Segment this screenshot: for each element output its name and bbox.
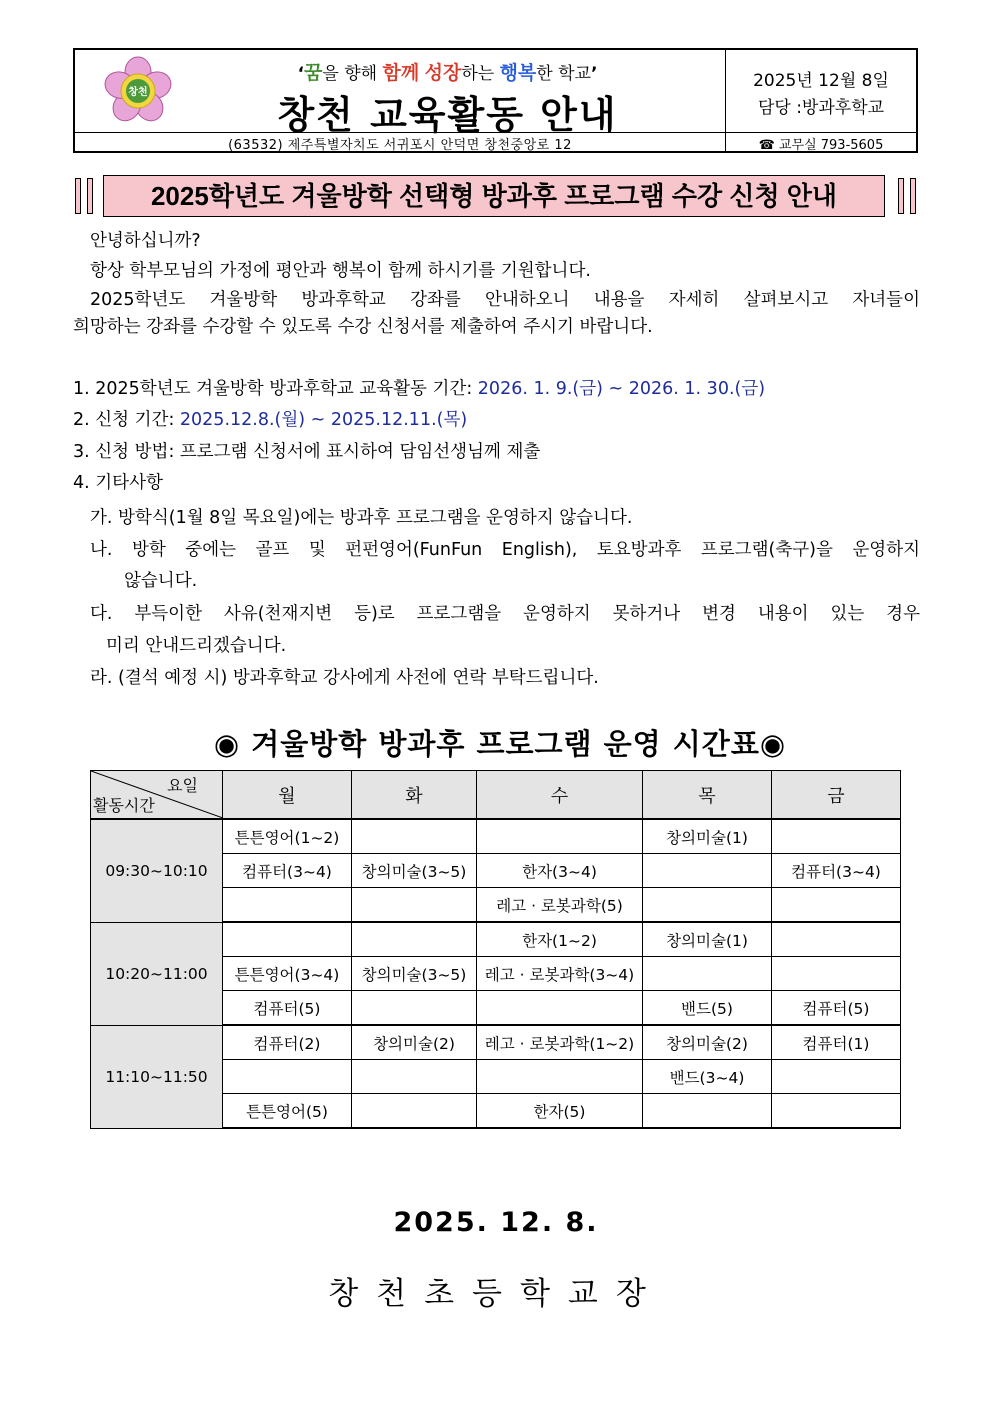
corner-time-label: 활동시간	[93, 796, 155, 815]
school-address: (63532) 제주특별자치도 서귀포시 안덕면 창천중앙로 12	[228, 138, 572, 153]
time-slot-cell: 11:10~11:50	[91, 1025, 223, 1128]
item-apply-period: 2. 신청 기간: 2025.12.8.(월) ~ 2025.12.11.(목)	[73, 410, 468, 430]
time-slot-cell: 10:20~11:00	[91, 922, 223, 1025]
program-cell	[643, 957, 772, 991]
program-cell	[352, 991, 477, 1026]
letterhead	[73, 48, 918, 153]
timetable-title: ◉ 겨울방학 방과후 프로그램 운영 시간표◉	[213, 727, 787, 761]
program-cell: 밴드(3~4)	[643, 1060, 772, 1094]
banner-bar-left	[75, 178, 81, 214]
table-row	[91, 922, 901, 957]
intro-line: 2025학년도 겨울방학 방과후학교 강좌를 안내하오니 내용을 자세히 살펴보시고 자녀들이	[90, 290, 920, 310]
program-cell	[352, 819, 477, 854]
program-cell: 창의미술(1)	[643, 922, 772, 957]
program-cell	[223, 922, 352, 957]
corner-cell	[91, 771, 223, 820]
principal-name: 창천초등학교장	[328, 1276, 664, 1312]
etc-na-cont: 않습니다.	[124, 571, 198, 591]
notice-title: 2025학년도 겨울방학 선택형 방과후 프로그램 수강 신청 안내	[150, 181, 838, 211]
etc-da-cont: 미리 안내드리겠습니다.	[106, 636, 287, 656]
timetable	[90, 770, 901, 1129]
greeting: 안녕하십니까?	[90, 231, 201, 251]
program-cell	[643, 854, 772, 888]
program-cell	[352, 888, 477, 923]
program-cell	[477, 1060, 643, 1094]
program-cell: 튼튼영어(1~2)	[223, 819, 352, 854]
corner-day-label: 요일	[167, 776, 198, 795]
letterhead-title: 창천 교육활동 안내	[277, 93, 618, 137]
etc-na: 나. 방학 중에는 골프 및 펀펀영어(FunFun English), 토요방과후 프로그램(축구)을 운영하지	[90, 540, 920, 560]
period-value: 2026. 1. 9.(금) ~ 2026. 1. 30.(금)	[477, 379, 766, 399]
apply-period-value: 2025.12.8.(월) ~ 2025.12.11.(목)	[179, 410, 468, 430]
office-phone: ☎ 교무실 793-5605	[758, 138, 884, 153]
department: 담당 :방과후학교	[757, 98, 885, 118]
table-row	[91, 819, 901, 854]
banner-bar-right	[898, 178, 904, 214]
program-cell: 창의미술(3~5)	[352, 957, 477, 991]
item-apply-method: 3. 신청 방법: 프로그램 신청서에 표시하여 담임선생님께 제출	[73, 442, 541, 462]
item-period: 1. 2025학년도 겨울방학 방과후학교 교육활동 기간: 2026. 1. 9.(금) ~ 2026. 1. 30.(금)	[73, 379, 766, 399]
program-cell	[643, 888, 772, 923]
program-cell	[352, 922, 477, 957]
program-cell: 컴퓨터(3~4)	[223, 854, 352, 888]
program-cell: 한자(1~2)	[477, 922, 643, 957]
program-cell: 레고 · 로봇과학(5)	[477, 888, 643, 923]
banner-bar-left	[87, 178, 93, 214]
program-cell: 튼튼영어(5)	[223, 1094, 352, 1129]
program-cell	[772, 957, 901, 991]
program-cell	[352, 1094, 477, 1129]
program-cell: 밴드(5)	[643, 991, 772, 1026]
program-cell: 레고 · 로봇과학(1~2)	[477, 1025, 643, 1060]
program-cell: 컴퓨터(5)	[223, 991, 352, 1026]
banner-bar-right	[910, 178, 916, 214]
school-motto: ‘꿈을 향해 함께 성장하는 행복한 학교’	[297, 62, 598, 84]
notice-banner	[103, 175, 885, 217]
program-cell	[772, 922, 901, 957]
day-header: 화	[352, 771, 477, 820]
etc-ga: 가. 방학식(1월 8일 목요일)에는 방과후 프로그램을 운영하지 않습니다.	[90, 508, 633, 528]
program-cell: 컴퓨터(2)	[223, 1025, 352, 1060]
program-cell: 한자(5)	[477, 1094, 643, 1129]
day-header: 수	[477, 771, 643, 820]
intro-line: 항상 학부모님의 가정에 평안과 행복이 함께 하시기를 기원합니다.	[90, 261, 591, 281]
program-cell	[772, 888, 901, 923]
etc-da: 다. 부득이한 사유(천재지변 등)로 프로그램을 운영하지 못하거나 변경 내용이 있는 경우	[90, 604, 920, 624]
sign-date: 2025. 12. 8.	[393, 1207, 599, 1238]
intro-line: 희망하는 강좌를 수강할 수 있도록 수강 신청서를 제출하여 주시기 바랍니다.	[73, 317, 653, 337]
day-header: 목	[643, 771, 772, 820]
program-cell: 컴퓨터(1)	[772, 1025, 901, 1060]
day-header: 금	[772, 771, 901, 820]
program-cell: 레고 · 로봇과학(3~4)	[477, 957, 643, 991]
program-cell	[223, 1060, 352, 1094]
program-cell: 창의미술(1)	[643, 819, 772, 854]
program-cell	[772, 819, 901, 854]
program-cell: 창의미술(3~5)	[352, 854, 477, 888]
issue-date: 2025년 12월 8일	[753, 71, 889, 91]
time-slot-cell: 09:30~10:10	[91, 819, 223, 922]
program-cell	[223, 888, 352, 923]
item-etc: 4. 기타사항	[73, 473, 163, 493]
etc-ra: 라. (결석 예정 시) 방과후학교 강사에게 사전에 연락 부탁드립니다.	[90, 668, 599, 688]
program-cell	[477, 819, 643, 854]
emblem-text: 창천	[128, 87, 148, 98]
program-cell	[772, 1060, 901, 1094]
table-row	[91, 1025, 901, 1060]
day-header: 월	[223, 771, 352, 820]
program-cell: 튼튼영어(3~4)	[223, 957, 352, 991]
program-cell	[477, 991, 643, 1026]
program-cell: 컴퓨터(5)	[772, 991, 901, 1026]
timetable-header-row	[91, 771, 901, 820]
program-cell: 컴퓨터(3~4)	[772, 854, 901, 888]
school-emblem-icon	[103, 56, 173, 126]
program-cell	[352, 1060, 477, 1094]
program-cell	[772, 1094, 901, 1129]
program-cell	[643, 1094, 772, 1129]
program-cell: 창의미술(2)	[643, 1025, 772, 1060]
program-cell: 창의미술(2)	[352, 1025, 477, 1060]
program-cell: 한자(3~4)	[477, 854, 643, 888]
